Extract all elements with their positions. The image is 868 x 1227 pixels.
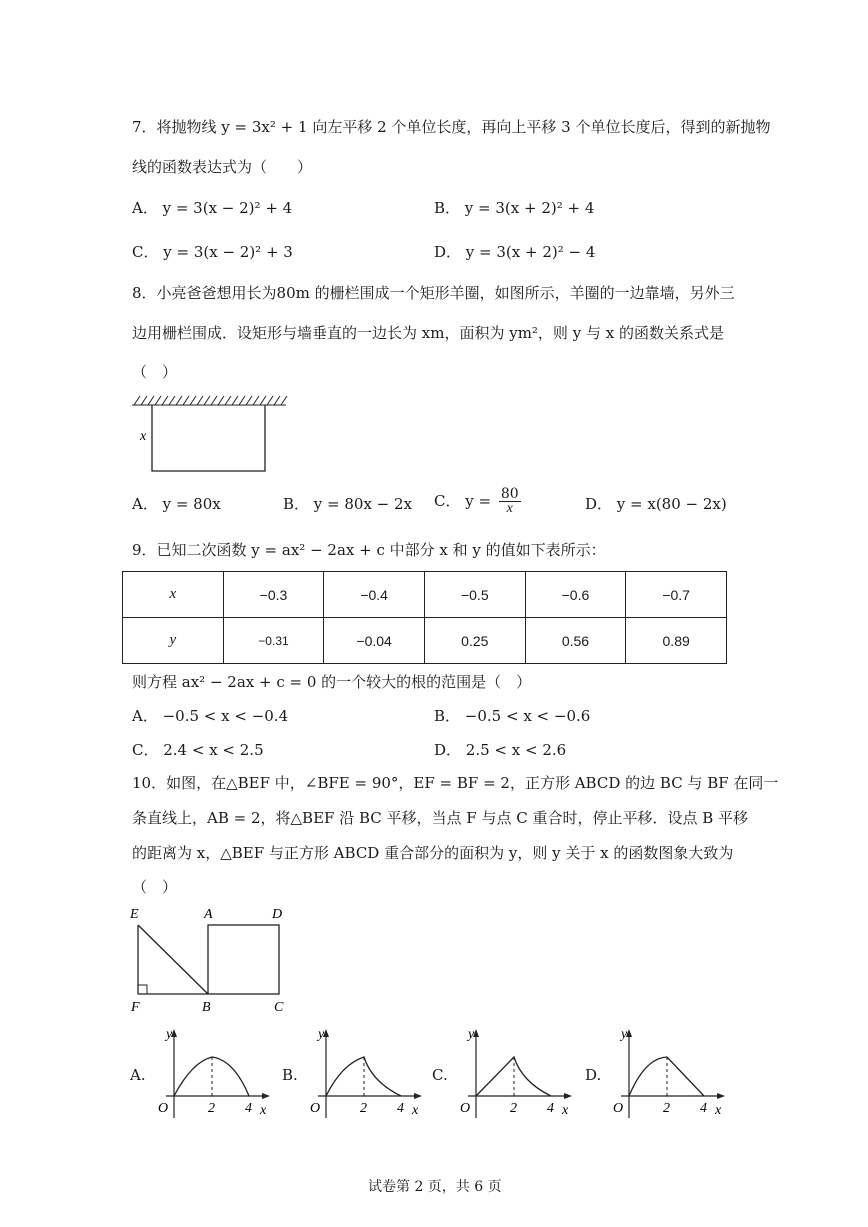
- q7-line2: 线的函数表达式为（ ）: [132, 158, 313, 176]
- x-axis-arrow: [262, 1093, 270, 1099]
- segment-eb: [138, 925, 208, 994]
- table-row: [123, 572, 727, 618]
- q8-option-b[interactable]: B． y = 80x − 2x: [283, 495, 413, 513]
- x-axis-label: x: [715, 1103, 722, 1118]
- fence-x-label: x: [140, 429, 147, 444]
- tick-label-2: 2: [360, 1101, 367, 1116]
- y-axis-label: y: [621, 1027, 628, 1042]
- y-axis-label: y: [166, 1027, 173, 1042]
- table-row: [123, 618, 727, 664]
- table-cell: 0.56: [525, 618, 626, 664]
- graph-option-letter: C.: [432, 1066, 448, 1084]
- page-footer: 试卷第 2 页，共 6 页: [368, 1179, 502, 1195]
- q10-line4: （ ）: [132, 878, 178, 896]
- tick-label-4: 4: [245, 1101, 252, 1116]
- tick-label-4: 4: [700, 1101, 707, 1116]
- label-f: F: [131, 1000, 140, 1015]
- q7-option-a[interactable]: A． y = 3(x − 2)² + 4: [132, 199, 293, 217]
- label-e: E: [130, 907, 139, 922]
- q7-option-c[interactable]: C． y = 3(x − 2)² + 3: [132, 243, 293, 261]
- q8-line3: （ ）: [132, 363, 178, 381]
- label-c: C: [274, 1000, 284, 1015]
- table-cell: −0.4: [324, 572, 425, 618]
- label-d: D: [272, 907, 283, 922]
- q9-option-a[interactable]: A． −0.5 < x < −0.4: [132, 707, 289, 725]
- q9-option-d[interactable]: D． 2.5 < x < 2.6: [434, 741, 567, 759]
- label-a: A: [204, 907, 213, 922]
- right-angle-mark: [138, 985, 147, 994]
- q7-line1: 7．将抛物线 y = 3x² + 1 向左平移 2 个单位长度，再向上平移 3 个单位长度后，得到的新抛物: [132, 118, 771, 136]
- graph-option-letter: A.: [130, 1066, 146, 1084]
- graph-svg: [154, 1026, 282, 1126]
- x-axis-label: x: [412, 1103, 419, 1118]
- table-cell: −0.3: [223, 572, 324, 618]
- q9-line1: 9．已知二次函数 y = ax² − 2ax + c 中部分 x 和 y 的值如下表所示：: [132, 541, 606, 559]
- label-b: B: [202, 1000, 211, 1015]
- tick-label-2: 2: [663, 1101, 670, 1116]
- q9-option-c[interactable]: C． 2.4 < x < 2.5: [132, 741, 264, 759]
- q10-geometry-figure: [128, 903, 298, 1015]
- fence-outline: [152, 405, 265, 471]
- table-cell: 0.25: [424, 618, 525, 664]
- table-cell: −0.7: [626, 572, 727, 618]
- x-axis-arrow: [414, 1093, 422, 1099]
- table-cell: −0.5: [424, 572, 525, 618]
- q10-line1: 10．如图，在△BEF 中，∠BFE = 90°，EF = BF = 2，正方形 ABCD 的边 BC 与 BF 在同一: [132, 774, 779, 792]
- wall-hatching: [132, 396, 287, 405]
- table-x-header: x: [123, 572, 224, 618]
- q8-pen-figure: [130, 393, 290, 475]
- square-abcd: [208, 925, 279, 994]
- q10-line3: 的距离为 x，△BEF 与正方形 ABCD 重合部分的面积为 y，则 y 关于 x 的函数图象大致为: [132, 844, 734, 862]
- y-axis-label: y: [468, 1027, 475, 1042]
- graph-option-letter: D.: [585, 1066, 602, 1084]
- q8-option-c-numerator: 80: [500, 486, 519, 502]
- q10-line2: 条直线上，AB = 2，将△BEF 沿 BC 平移，当点 F 与点 C 重合时，停止平移．设点 B 平移: [132, 809, 749, 827]
- table-cell: −0.31: [223, 618, 324, 664]
- x-axis-label: x: [562, 1103, 569, 1118]
- table-cell: 0.89: [626, 618, 727, 664]
- q8-line2: 边用栅栏围成．设矩形与墙垂直的一边长为 xm，面积为 ym²，则 y 与 x 的函数关系式是: [132, 324, 724, 342]
- x-axis-label: x: [260, 1103, 267, 1118]
- graph-option-letter: B.: [282, 1066, 298, 1084]
- q8-option-a[interactable]: A． y = 80x: [132, 495, 221, 513]
- q8-line1: 8．小亮爸爸想用长为80m 的栅栏围成一个矩形羊圈，如图所示，羊圈的一边靠墙，另外三: [132, 284, 735, 302]
- graph-svg: [306, 1026, 434, 1126]
- tick-label-2: 2: [208, 1101, 215, 1116]
- x-axis-arrow: [717, 1093, 725, 1099]
- x-axis-arrow: [564, 1093, 572, 1099]
- q8-option-c-fraction: [499, 487, 521, 516]
- graph-svg: [609, 1026, 737, 1126]
- q8-option-c-denominator: x: [506, 501, 513, 516]
- q8-option-c[interactable]: [434, 487, 521, 523]
- q7-option-d[interactable]: D． y = 3(x + 2)² − 4: [434, 243, 596, 261]
- origin-label: O: [613, 1101, 624, 1116]
- table-y-header: y: [123, 618, 224, 664]
- tick-label-4: 4: [547, 1101, 554, 1116]
- q9-value-table: [122, 571, 727, 664]
- q8-option-c-prefix: C． y =: [434, 492, 492, 510]
- table-cell: −0.6: [525, 572, 626, 618]
- origin-label: O: [460, 1101, 471, 1116]
- graph-svg: [456, 1026, 584, 1126]
- q7-option-b[interactable]: B． y = 3(x + 2)² + 4: [434, 199, 595, 217]
- tick-label-4: 4: [397, 1101, 404, 1116]
- y-axis-label: y: [318, 1027, 325, 1042]
- tick-label-2: 2: [510, 1101, 517, 1116]
- origin-label: O: [158, 1101, 169, 1116]
- q9-option-b[interactable]: B． −0.5 < x < −0.6: [434, 707, 591, 725]
- origin-label: O: [310, 1101, 321, 1116]
- q8-option-d[interactable]: D． y = x(80 − 2x): [585, 495, 727, 513]
- q9-question: 则方程 ax² − 2ax + c = 0 的一个较大的根的范围是（ ）: [132, 673, 532, 691]
- table-cell: −0.04: [324, 618, 425, 664]
